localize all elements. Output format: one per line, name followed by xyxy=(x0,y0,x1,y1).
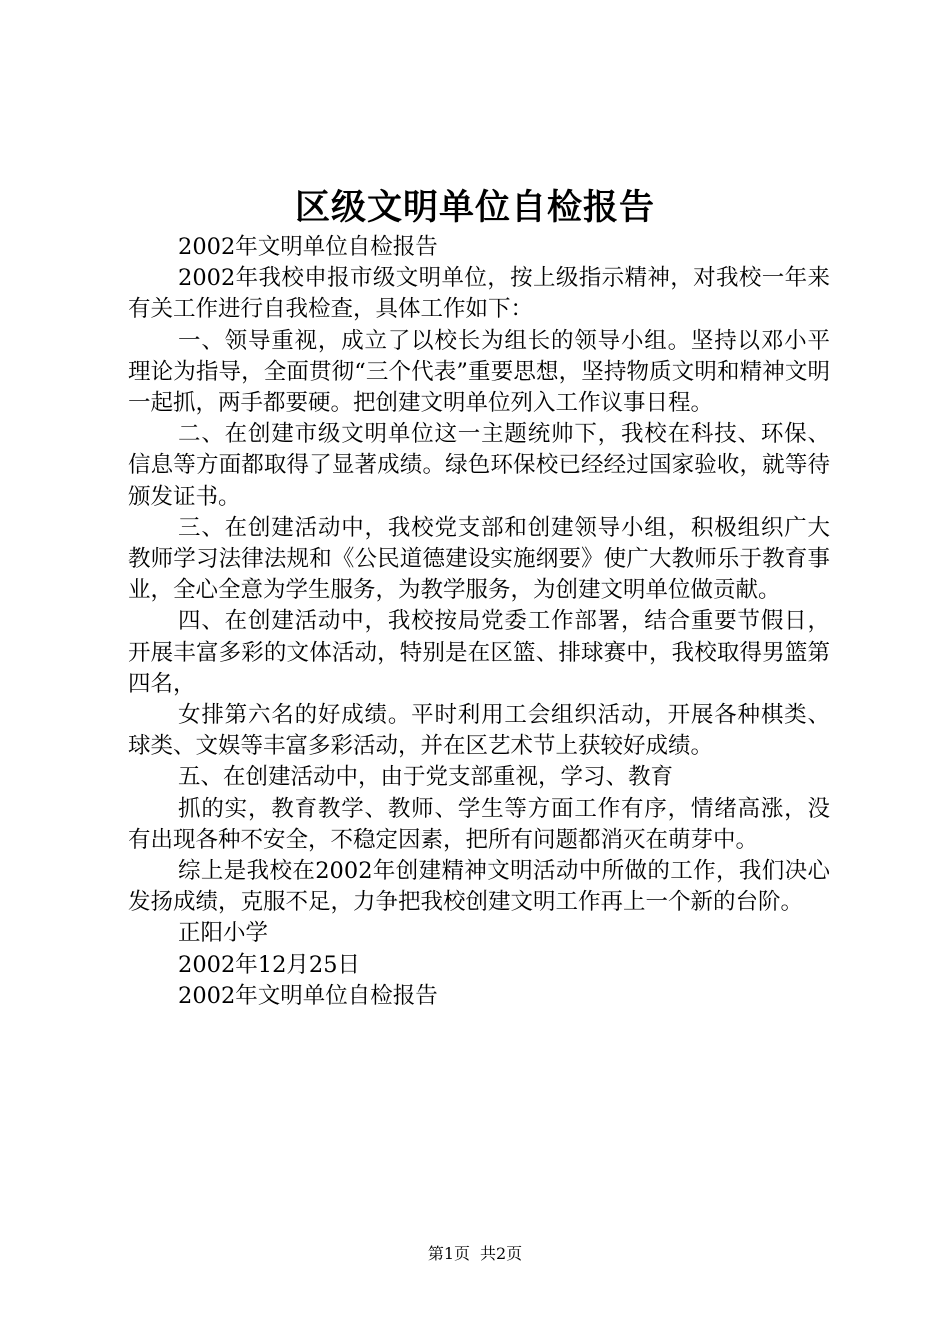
paragraph-item-4: 四、在创建活动中，我校按局党委工作部署，结合重要节假日，开展丰富多彩的文体活动，特别是在区篮、排球赛中，我校取得男篮第四名， xyxy=(128,608,830,697)
document-body xyxy=(128,232,830,1012)
paragraph-item-1: 一、领导重视，成立了以校长为组长的领导小组。坚持以邓小平理论为指导，全面贯彻“三个代表”重要思想，坚持物质文明和精神文明一起抓，两手都要硬。把创建文明单位列入工作议事日程。 xyxy=(128,327,830,417)
signature-date: 2002年12月25日 xyxy=(178,951,361,978)
paragraph-summary: 综上是我校在2002年创建精神文明活动中所做的工作，我们决心发扬成绩，克服不足，力争把我校创建文明工作再上一个新的台阶。 xyxy=(128,858,830,916)
page-total: 共2页 xyxy=(480,1244,523,1263)
document-title: 区级文明单位自检报告 xyxy=(294,187,655,228)
paragraph-item-3: 三、在创建活动中，我校党支部和创建领导小组，积极组织广大教师学习法律法规和《公民道德建设实施纲要》使广大教师乐于教育事业，全心全意为学生服务，为教学服务，为创建文明单位做贡献。 xyxy=(128,514,830,604)
paragraph-item-5: 五、在创建活动中，由于党支部重视，学习、教育 xyxy=(178,764,674,791)
paragraph-item-5-continued: 抓的实，教育教学、教师、学生等方面工作有序，情绪高涨，没有出现各种不安全，不稳定因素，把所有问题都消灭在萌芽中。 xyxy=(128,795,830,853)
paragraph-item-2: 二、在创建市级文明单位这一主题统帅下，我校在科技、环保、信息等方面都取得了显著成绩。绿色环保校已经经过国家验收，就等待颁发证书。 xyxy=(128,421,830,510)
paragraph-heading-repeat: 2002年文明单位自检报告 xyxy=(178,234,438,260)
paragraph-trailing-title: 2002年文明单位自检报告 xyxy=(178,982,438,1009)
signature-school: 正阳小学 xyxy=(178,920,269,947)
page-number: 第1页 xyxy=(427,1244,470,1263)
paragraph-item-4-continued: 女排第六名的好成绩。平时利用工会组织活动，开展各种棋类、球类、文娱等丰富多彩活动，并在区艺术节上获较好成绩。 xyxy=(128,702,830,760)
page-footer xyxy=(0,1243,950,1265)
paragraph-intro: 2002年我校申报市级文明单位，按上级指示精神，对我校一年来有关工作进行自我检查，具体工作如下： xyxy=(128,265,830,323)
